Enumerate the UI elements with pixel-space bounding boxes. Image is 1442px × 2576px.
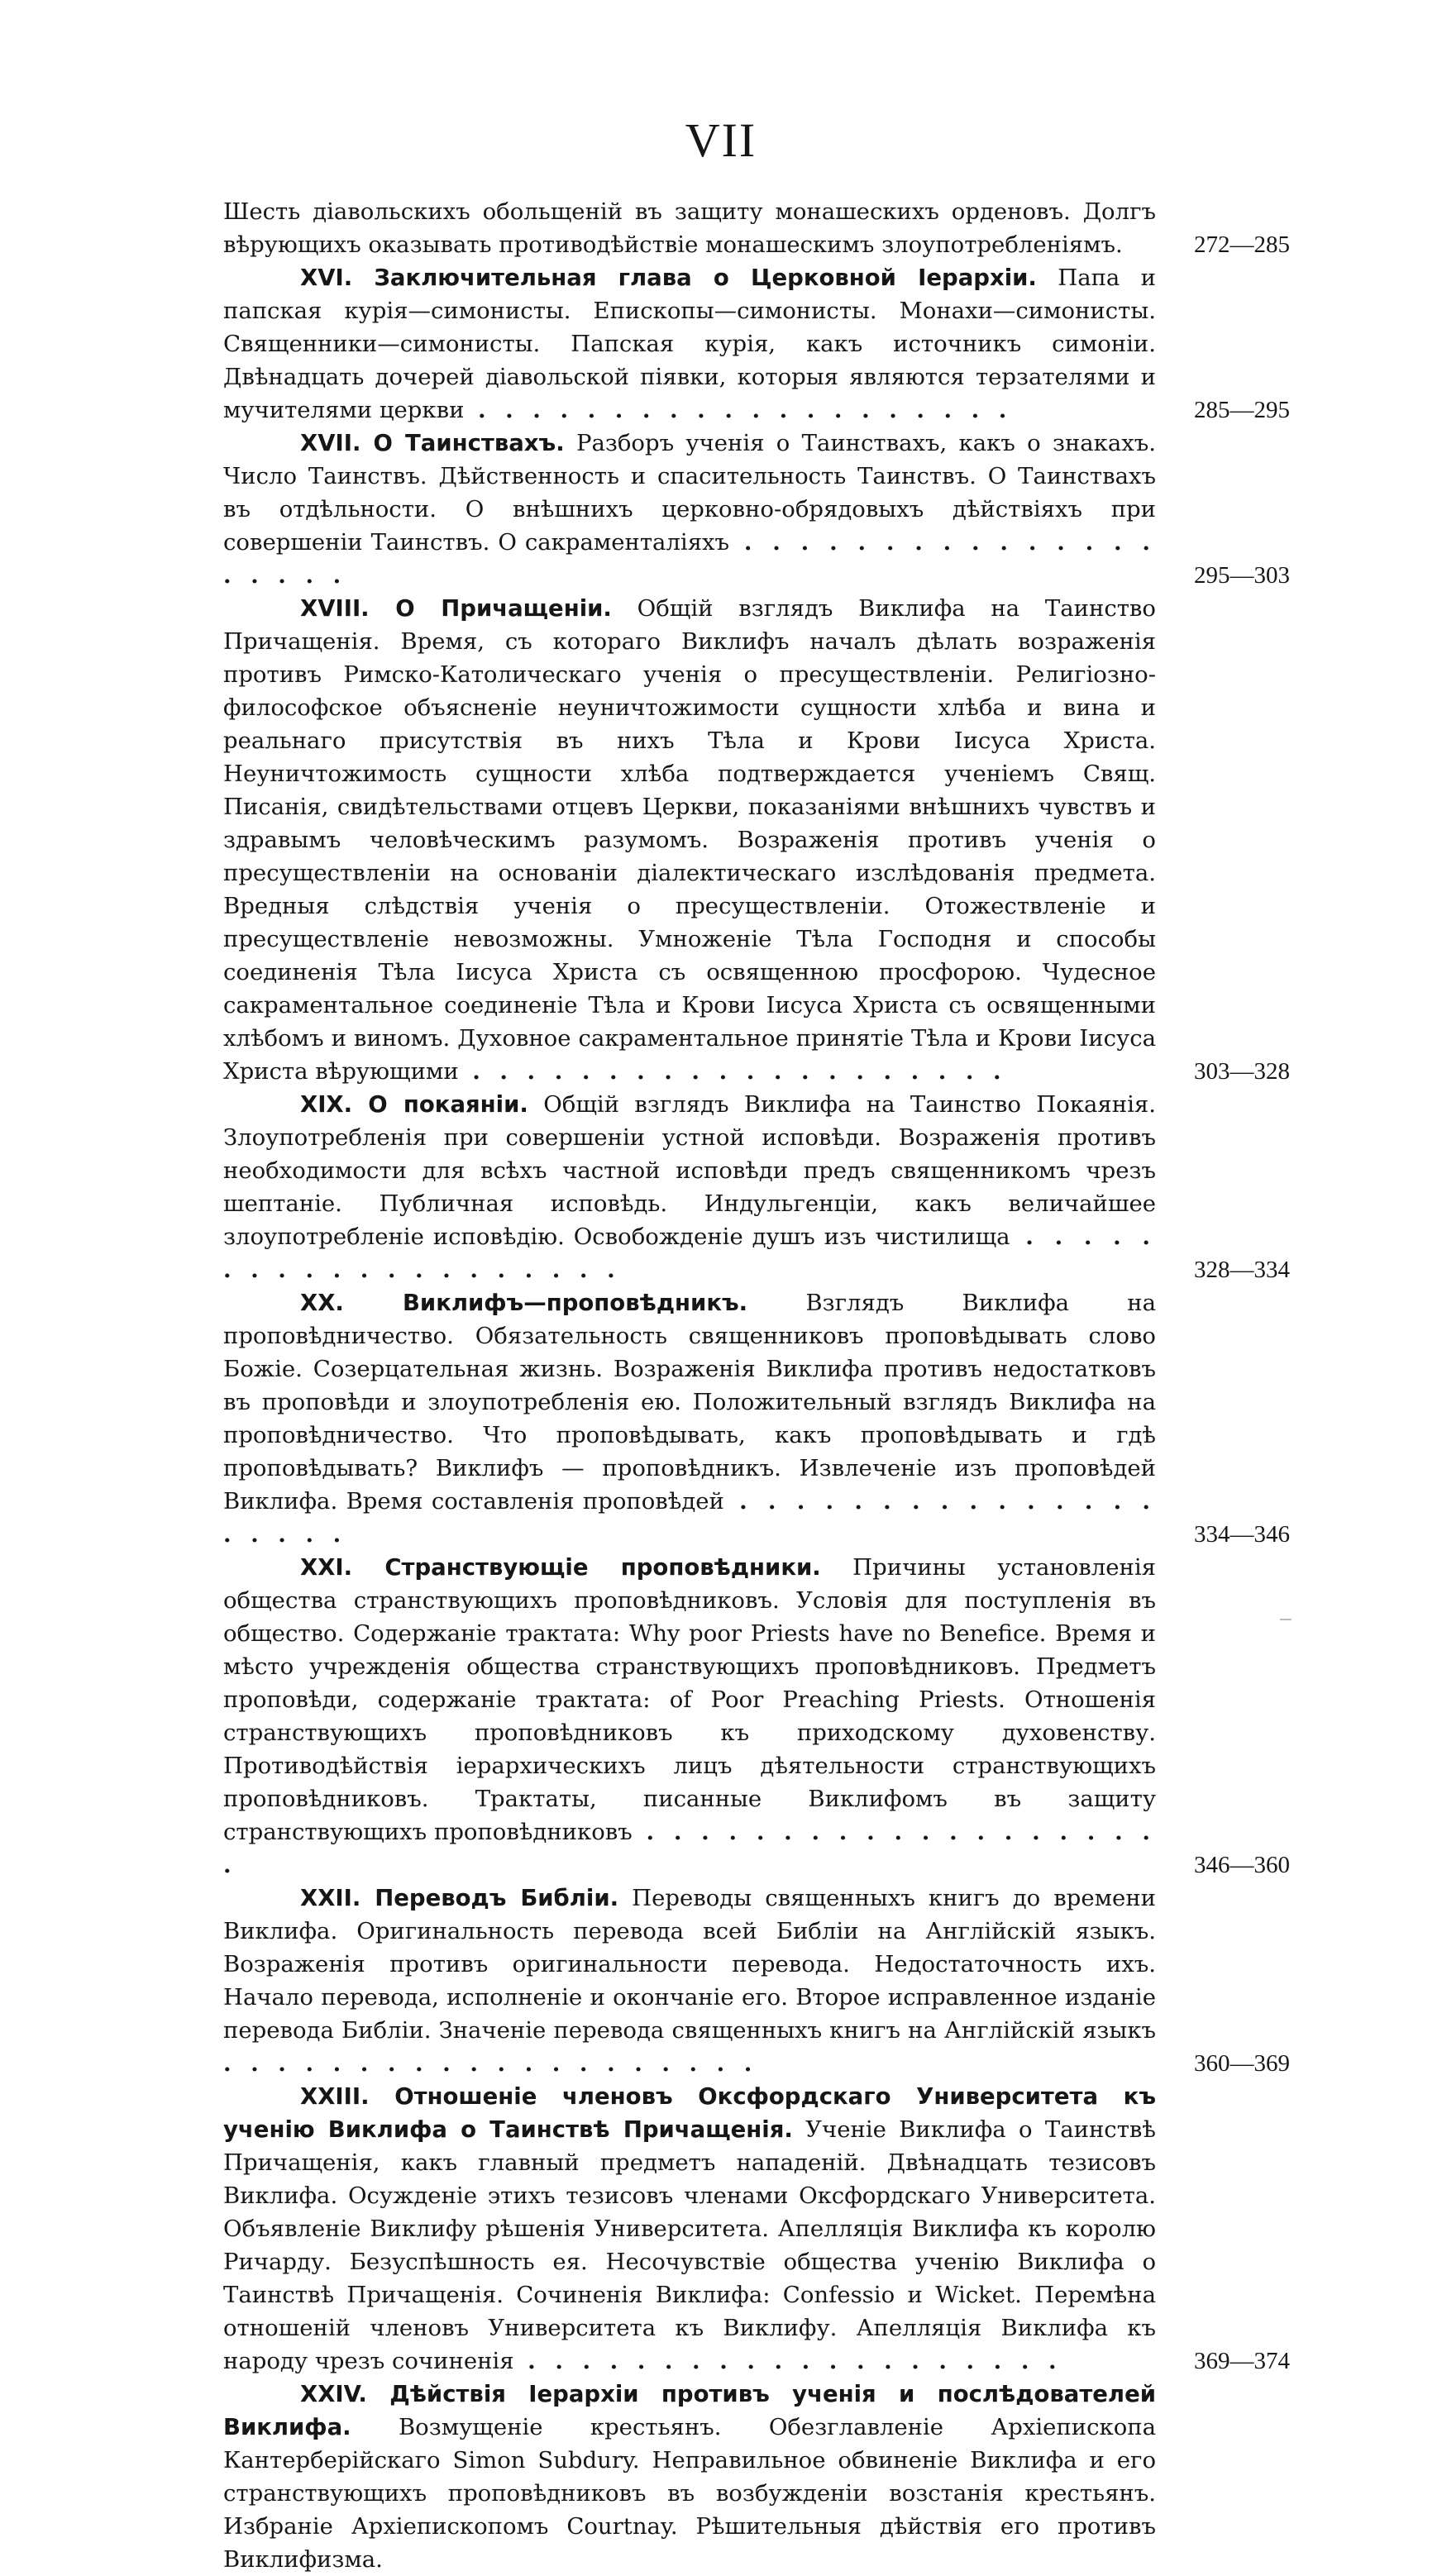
page-range: 285—295 xyxy=(1194,397,1290,423)
dot-leader: . . . . . . . . . . . . . . . . . . . . xyxy=(513,2348,1062,2374)
page-range: 303—328 xyxy=(1194,1058,1290,1085)
page-range: 272—285 xyxy=(1194,231,1290,258)
entry-text: Взглядъ Виклифа на проповѣдничество. Обязательность священниковъ проповѣдывать слово Божіе. Созерцательная жизнь. Возраженія Виклифа противъ недостатковъ въ проповѣди и злоупотребленія ею. Положительный взглядъ Виклифа на проповѣдничество. Что проповѣдывать, какъ проповѣдывать и гдѣ проповѣдывать? Виклифъ — проповѣдникъ. Извлеченіе изъ проповѣдей Виклифа. Время составленія проповѣдей xyxy=(223,1290,1156,1515)
entry-text: Папа и папская курія—симонисты. Епископы—симонисты. Монахи—симонисты. Священники—симонисты. Папская курія, какъ источникъ симоніи. Двѣнадцать дочерей діавольской піявки, которыя являются терзателями и мучителями церкви xyxy=(223,265,1157,423)
table-of-contents xyxy=(223,195,1290,2576)
dot-leader: . . . . . . . . . . . . . . . . . . . . xyxy=(223,2050,758,2077)
chapter-heading: XVI. Заключительная глава о Церковной Іерархіи. xyxy=(300,265,1037,291)
dot-leader: . . . . . . . . . . . . . . . . . . . . xyxy=(223,1488,1156,1548)
dot-leader: . . . . . . . . . . . . . . . . . . . . xyxy=(223,1224,1156,1283)
entry-text: Разборъ ученія о Таинствахъ, какъ о знакахъ. Число Таинствъ. Дѣйственность и спасительность Таинствъ. О Таинствахъ въ отдѣльности. О внѣшнихъ церковно-обрядовыхъ дѣйствіяхъ при совершеніи Таинствъ. О сакраменталіяхъ xyxy=(223,430,1157,556)
toc-entry xyxy=(223,1551,1290,1882)
toc-entry xyxy=(223,1286,1290,1551)
toc-entry xyxy=(223,1088,1290,1286)
toc-entry xyxy=(223,592,1290,1088)
chapter-heading: XVIII. О Причащеніи. xyxy=(300,595,612,622)
entry-text: Общій взглядъ Виклифа на Таинство Причащенія. Время, съ котораго Виклифъ началъ дѣлать возраженія противъ Римско-Католическаго ученія о пресуществленіи. Религіозно-философское объясненіе неуничтожимости сущности хлѣба и вина и реальнаго присутствія въ нихъ Тѣла и Крови Іисуса Христа. Неуничтожимость сущности хлѣба подтверждается ученіемъ Свящ. Писанія, свидѣтельствами отцевъ Церкви, показаніями внѣшнихъ чувствъ и здравымъ человѣческимъ разумомъ. Возраженія противъ ученія о пресуществленіи на основаніи діалектическаго изслѣдованія предмета. Вредныя слѣдствія ученія о пресуществленіи. Отожествленіе и пресуществленіе невозможны. Умноженіе Тѣла Господня и способы соединенія Тѣла Іисуса Христа съ освященною просфорою. Чудесное сакраментальное соединеніе Тѣла и Крови Іисуса Христа съ освященными хлѣбомъ и виномъ. Духовное сакраментальное принятіе Тѣла и Крови Іисуса Христа вѣрующими xyxy=(223,595,1156,1085)
chapter-heading: XXIII. Отношеніе членовъ Оксфордскаго Университета къ ученію Виклифа о Таинствѣ Причащенія. xyxy=(223,2083,1156,2143)
page-range: 360—369 xyxy=(1194,2050,1290,2077)
entry-text: Причины установленія общества странствующихъ проповѣдниковъ. Условія для поступленія въ общество. Содержаніе трактата: Why poor Priests have no Benefice. Время и мѣсто учрежденія общества странствующихъ проповѣдниковъ. Предметъ проповѣди, содержаніе трактата: of Poor Preaching Priests. Отношенія странствующихъ проповѣдниковъ къ приходскому духовенству. Противодѣйствія іерархическихъ лицъ дѣятельности странствующихъ проповѣдниковъ. Трактаты, писанные Виклифомъ въ защиту странствующихъ проповѣдниковъ xyxy=(223,1554,1156,1845)
toc-entry xyxy=(223,1882,1290,2080)
entry-text: Переводы священныхъ книгъ до времени Виклифа. Оригинальность перевода всей Библіи на Англійскій языкъ. Возраженія противъ оригинальности перевода. Недостаточность ихъ. Начало перевода, исполненіе и окончаніе его. Второе исправленное изданіе перевода Библіи. Значеніе перевода священныхъ книгъ на Англійскій языкъ xyxy=(223,1885,1156,2044)
toc-entry xyxy=(223,2080,1290,2378)
dot-leader: . . . . . . . . . . . . . . . . . . . . xyxy=(458,1058,1007,1085)
toc-entry xyxy=(223,195,1290,261)
entry-text: Возмущеніе крестьянъ. Обезглавленіе Архіепископа Кантерберійскаго Simon Subdury. Неправильное обвиненіе Виклифа и его странствующихъ проповѣдниковъ въ возбужденіи возстанія крестьянъ. Избраніе Архіепископомъ Courtnay. Рѣшительныя дѣйствія его противъ Виклифизма. xyxy=(223,2414,1156,2573)
toc-entry xyxy=(223,427,1290,592)
dot-leader: . . . . . . . . . . . . . . . . . . . . xyxy=(223,529,1156,589)
page-range: 369—374 xyxy=(1194,2348,1290,2374)
chapter-heading: XXI. Странствующіе проповѣдники. xyxy=(300,1554,821,1581)
entry-text: Ученіе Виклифа о Таинствѣ Причащенія, какъ главный предметъ нападеній. Двѣнадцать тезисовъ Виклифа. Осужденіе этихъ тезисовъ членами Оксфордскаго Университета. Объявленіе Виклифу рѣшенія Университета. Апелляція Виклифа къ королю Ричарду. Безуспѣшность ея. Несочувствіе общества ученію Виклифа о Таинствѣ Причащенія. Сочиненія Виклифа: Confessio и Wicket. Перемѣна отношеній членовъ Университета къ Виклифу. Апелляція Виклифа къ народу чрезъ сочиненія xyxy=(223,2116,1156,2374)
entry-text: Шесть діавольскихъ обольщеній въ защиту монашескихъ орденовъ. Долгъ вѣрующихъ оказывать противодѣйствіе монашескимъ злоупотребленіямъ. xyxy=(223,198,1156,258)
chapter-heading: XXII. Переводъ Библіи. xyxy=(300,1885,619,1911)
toc-entry xyxy=(223,2378,1290,2576)
chapter-heading: XXIV. Дѣйствія Іерархіи противъ ученія и послѣдователей Виклифа. xyxy=(223,2381,1156,2440)
page-range: 346—360 xyxy=(1194,1852,1290,1878)
dot-leader: . . . . . . . . . . . . . . . . . . . . xyxy=(464,397,1013,423)
page-range: 328—334 xyxy=(1194,1257,1290,1283)
margin-mark xyxy=(1280,1619,1292,1620)
page-range: 334—346 xyxy=(1194,1521,1290,1548)
page-number: VII xyxy=(685,113,757,167)
entry-text: Общій взглядъ Виклифа на Таинство Покаянія. Злоупотребленія при совершеніи устной исповѣди. Возраженія противъ необходимости для всѣхъ частной исповѣди предъ священникомъ чрезъ шептаніе. Публичная исповѣдь. Индульгенціи, какъ величайшее злоупотребленіе исповѣдію. Освобожденіе душъ изъ чистилища xyxy=(223,1091,1156,1250)
chapter-heading: XVII. О Таинствахъ. xyxy=(300,430,565,456)
dot-leader: . . . . . . . . . . . . . . . . . . . . xyxy=(223,1819,1157,1878)
chapter-heading: XX. Виклифъ—проповѣдникъ. xyxy=(300,1290,748,1316)
chapter-heading: XIX. О покаяніи. xyxy=(300,1091,528,1118)
page-range: 295—303 xyxy=(1194,562,1290,589)
toc-entry xyxy=(223,261,1290,427)
